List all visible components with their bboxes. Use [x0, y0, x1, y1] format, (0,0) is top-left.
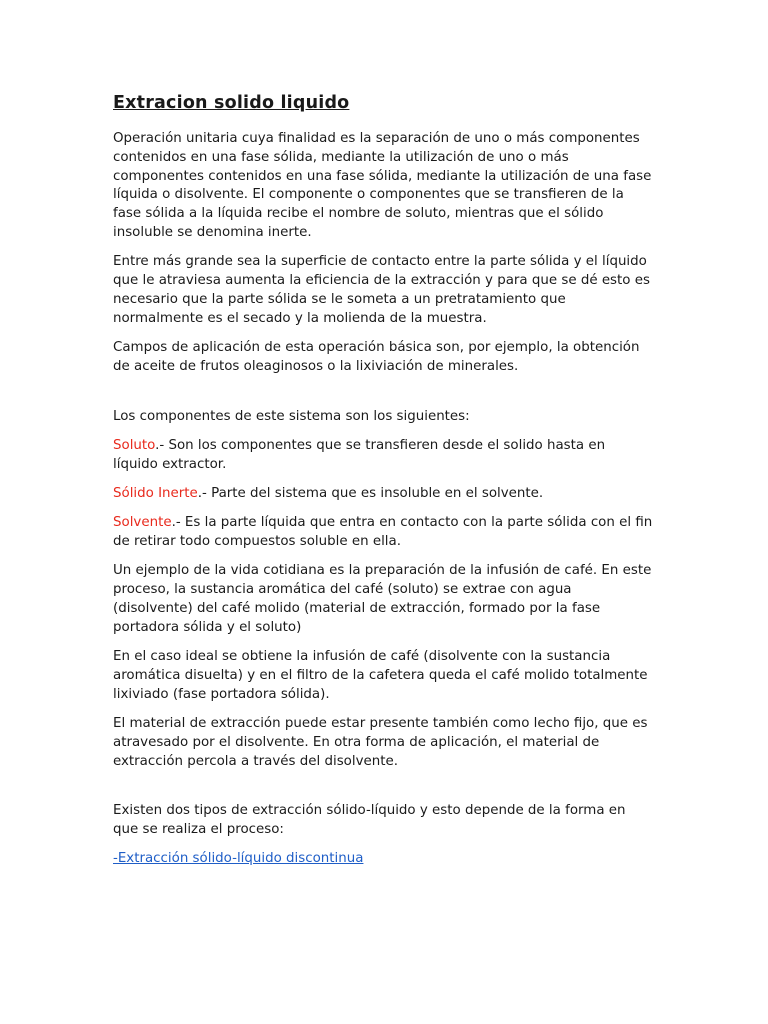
document-page	[113, 92, 653, 880]
term-solido-inerte-label: Sólido Inerte	[113, 485, 198, 501]
term-solido-inerte	[113, 485, 653, 504]
term-solvente	[113, 514, 653, 552]
paragraph-definition: Operación unitaria cuya finalidad es la separación de uno o más componentes contenidos en una fase sólida, mediante la utilización de uno o más componentes contenidos en una fase sólida, mediante la utilización de una fase líquida o disolvente. El componente o componentes que se transfieren de la fase sólida a la líquida recibe el nombre de soluto, mientras que el sólido insoluble se denomina inerte.	[113, 131, 652, 240]
paragraph-components-intro: Los componentes de este sistema son los siguientes:	[113, 408, 470, 424]
term-soluto	[113, 437, 653, 475]
paragraph-types-intro: Existen dos tipos de extracción sólido-líquido y esto depende de la forma en que se realiza el proceso:	[113, 803, 626, 838]
term-soluto-definition: .- Son los componentes que se transfieren desde el solido hasta en líquido extractor.	[113, 437, 606, 472]
term-solvente-label: Solvente	[113, 515, 172, 531]
paragraph-applications: Campos de aplicación de esta operación básica son, por ejemplo, la obtención de aceite de frutos oleaginosos o la lixiviación de minerales.	[113, 339, 640, 374]
term-soluto-label: Soluto	[113, 437, 156, 453]
paragraph-contact-surface: Entre más grande sea la superficie de contacto entre la parte sólida y el líquido que le atraviesa aumenta la eficiencia de la extracción y para que se dé esto es necesario que la parte sólida se le someta a un pretratamiento que normalmente es el secado y la molienda de la muestra.	[113, 254, 650, 326]
paragraph-ideal-case: En el caso ideal se obtiene la infusión de café (disolvente con la sustancia aromática disuelta) y en el filtro de la cafetera queda el café molido totalmente lixiviado (fase portadora sólida).	[113, 649, 648, 702]
link-discontinuous-extraction[interactable]: -Extracción sólido-líquido discontinua	[113, 851, 364, 867]
paragraph-coffee-example: Un ejemplo de la vida cotidiana es la preparación de la infusión de café. En este proceso, la sustancia aromática del café (soluto) se extrae con agua (disolvente) del café molido (material de extracción, formado por la fase portadora sólida y el soluto)	[113, 563, 652, 635]
link-paragraph	[113, 850, 653, 869]
document-title: Extracion solido liquido	[113, 93, 350, 113]
term-solvente-definition: .- Es la parte líquida que entra en contacto con la parte sólida con el fin de retirar todo compuestos soluble en ella.	[113, 515, 653, 550]
paragraph-fixed-bed: El material de extracción puede estar presente también como lecho fijo, que es atravesado por el disolvente. En otra forma de aplicación, el material de extracción percola a través del disolvente.	[113, 715, 648, 769]
term-solido-inerte-definition: .- Parte del sistema que es insoluble en el solvente.	[197, 485, 544, 501]
